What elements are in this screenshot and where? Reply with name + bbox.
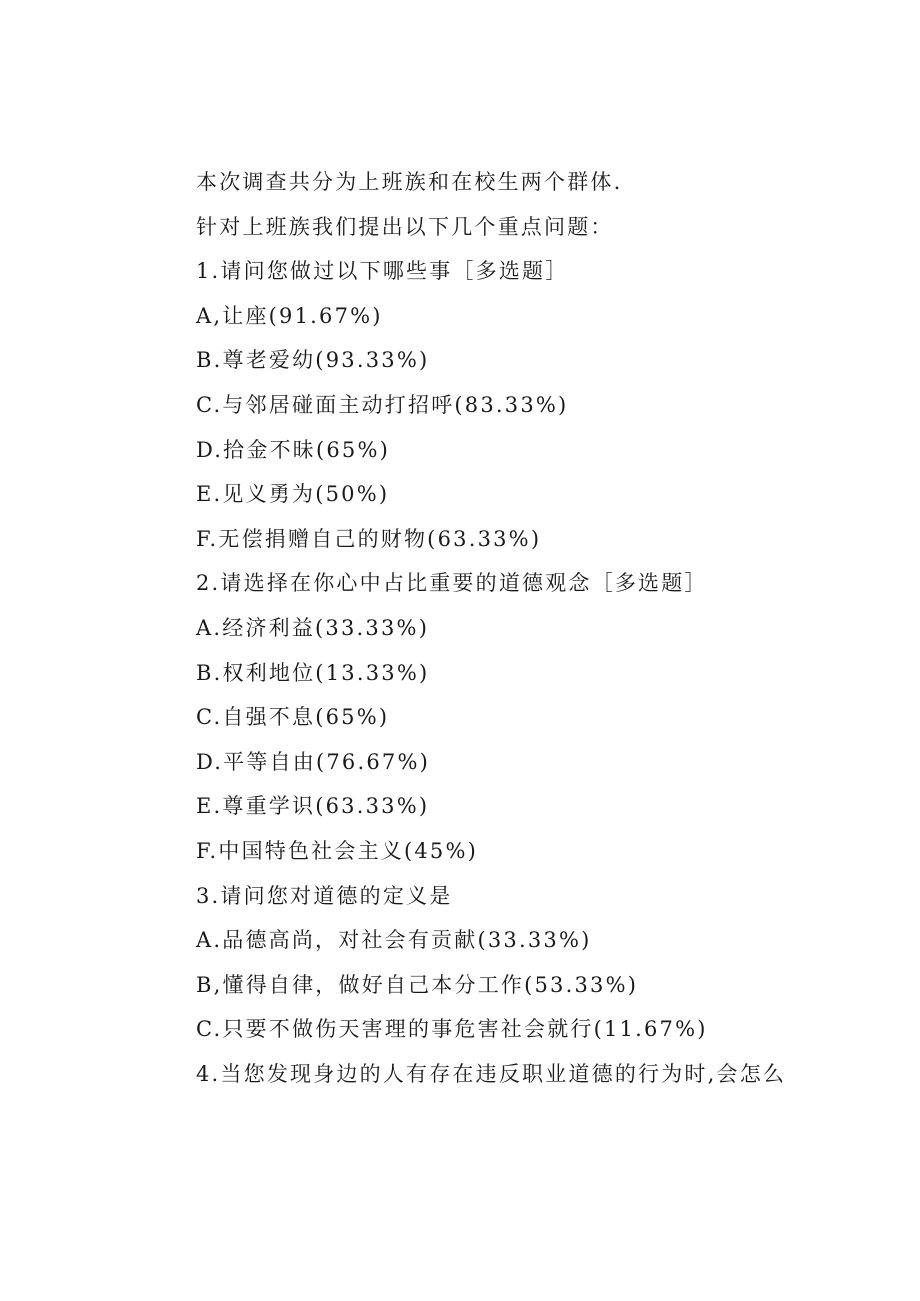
question-1: 1.请问您做过以下哪些事［多选题］ (196, 259, 569, 284)
question-2-option-c: C.自强不息(65%) (196, 705, 390, 730)
intro-line: 针对上班族我们提出以下几个重点问题： (196, 214, 614, 239)
question-1-option-f: F.无偿捐赠自己的财物(63.33%) (196, 526, 542, 551)
question-2-option-b: B.权利地位(13.33%) (196, 660, 430, 685)
question-2-option-e: E.尊重学识(63.33%) (196, 794, 430, 819)
question-1-option-b: B.尊老爱幼(93.33%) (196, 348, 430, 373)
question-1-option-c: C.与邻居碰面主动打招呼(83.33%) (196, 392, 569, 417)
question-2-option-a: A.经济利益(33.33%) (196, 615, 430, 640)
question-2-option-d: D.平等自由(76.67%) (196, 749, 431, 774)
question-2: 2.请选择在你心中占比重要的道德观念［多选题］ (196, 571, 708, 596)
question-4: 4.当您发现身边的人有存在违反职业道德的行为时,会怎么 (196, 1061, 787, 1086)
question-1-option-d: D.拾金不昧(65%) (196, 437, 391, 462)
question-3-option-a: A.品德高尚，对社会有贡献(33.33%) (196, 928, 592, 953)
intro-line: 本次调查共分为上班族和在校生两个群体. (196, 170, 623, 194)
question-2-option-f: F.中国特色社会主义(45%) (196, 838, 479, 863)
question-1-option-e: E.见义勇为(50%) (196, 482, 390, 507)
question-3: 3.请问您对道德的定义是 (196, 883, 453, 908)
document-body (196, 160, 846, 1096)
question-1-option-a: A,让座(91.67%) (196, 303, 383, 328)
question-3-option-b: B,懂得自律，做好自己本分工作(53.33%) (196, 972, 639, 997)
question-3-option-c: C.只要不做伤天害理的事危害社会就行(11.67%) (196, 1017, 708, 1042)
